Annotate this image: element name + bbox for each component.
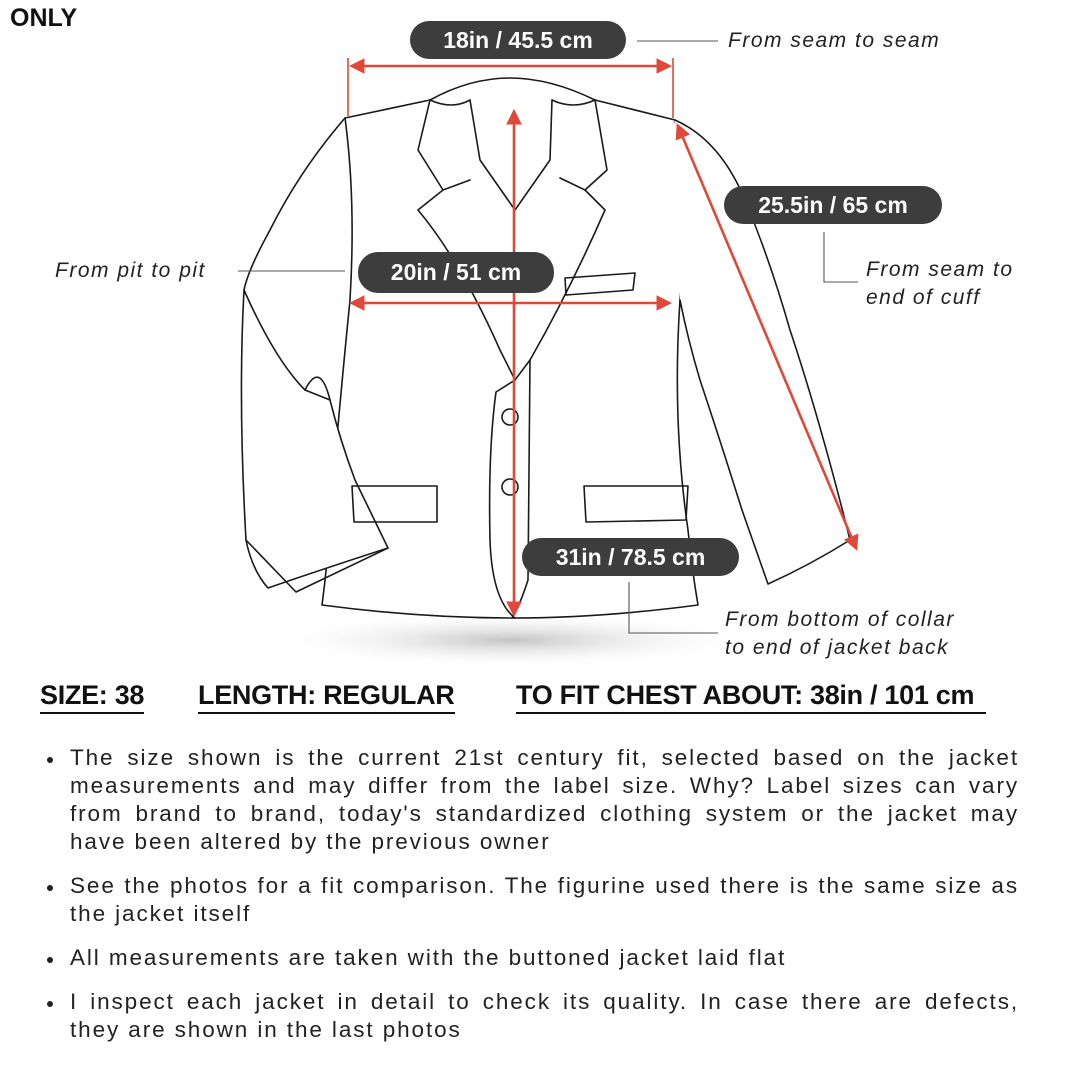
length-spec xyxy=(198,680,455,714)
info-item: See the photos for a fit comparison. The figurine used there is the same size as the jacket itself xyxy=(44,872,1019,928)
specs-row xyxy=(40,680,1050,720)
length-label: LENGTH: xyxy=(198,680,316,710)
length-measurement-pill: 31in / 78.5 cm xyxy=(522,538,739,576)
size-value: 38 xyxy=(114,680,145,710)
shoulder-note: From seam to seam xyxy=(728,29,941,52)
chest-value: 38in / 101 cm xyxy=(810,680,975,710)
info-item: The size shown is the current 21st century fit, selected based on the jacket measurements and may differ from the label size. Why? Label sizes can vary from brand to brand, today's standardized clothing system or the jacket may have been altered by the previous owner xyxy=(44,744,1019,856)
sleeve-note xyxy=(866,256,1014,312)
chest-measurement-pill: 20in / 51 cm xyxy=(358,252,554,293)
shoulder-measurement-pill: 18in / 45.5 cm xyxy=(410,21,626,59)
length-note xyxy=(725,606,955,662)
sleeve-note-line-1: From seam to xyxy=(866,258,1014,281)
jacket-outline xyxy=(241,78,850,618)
length-note-line-2: to end of jacket back xyxy=(725,636,950,659)
chest-label: TO FIT CHEST ABOUT: xyxy=(516,680,803,710)
size-spec xyxy=(40,680,144,714)
sleeve-note-line-2: end of cuff xyxy=(866,286,981,309)
chest-note: From pit to pit xyxy=(55,259,206,282)
length-value: REGULAR xyxy=(323,680,455,710)
info-item: All measurements are taken with the buttoned jacket laid flat xyxy=(44,944,1019,972)
sleeve-measurement-pill: 25.5in / 65 cm xyxy=(724,186,942,224)
length-note-line-1: From bottom of collar xyxy=(725,608,955,631)
size-label: SIZE: xyxy=(40,680,108,710)
info-item: I inspect each jacket in detail to check its quality. In case there are defects, they are shown in the last photos xyxy=(44,988,1019,1044)
info-list xyxy=(44,744,1019,1060)
chest-spec xyxy=(516,680,986,714)
brand-logo: ONLY xyxy=(10,4,78,32)
floor-shadow xyxy=(260,612,760,668)
